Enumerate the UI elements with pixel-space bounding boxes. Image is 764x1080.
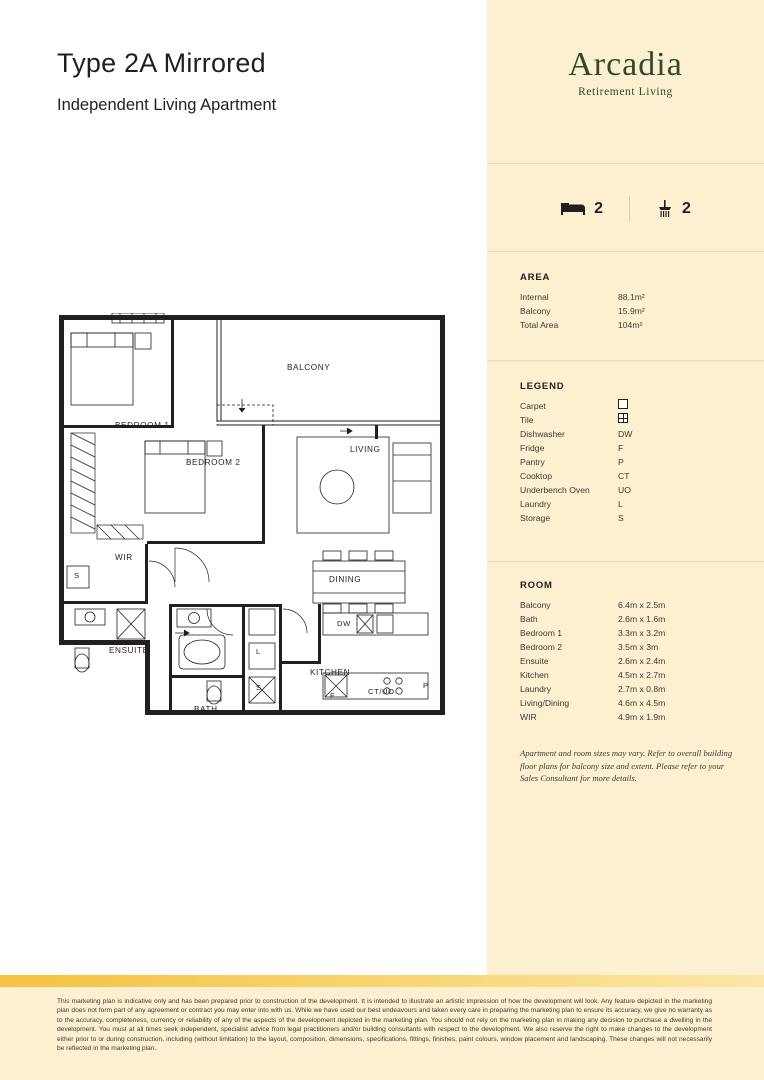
bathroom-count [656,199,691,219]
brand-name: Arcadia [568,46,683,83]
legend-row [520,441,740,455]
label-bath: BATH [194,705,218,714]
room-row [520,668,740,682]
bed-icon [560,200,586,218]
legend-row [520,455,740,469]
footer [0,975,764,1080]
room-value: 3.5m x 3m [618,642,659,652]
room-row [520,612,740,626]
label-storage-2: S [74,571,80,580]
room-label: Laundry [520,684,552,694]
label-laundry: L [256,647,261,656]
label-kitchen: KITCHEN [310,668,351,677]
disclaimer-text: This marketing plan is indicative only and has been prepared prior to construction of the development. It is intended to illustrate an artistic impression of how the development will look. Any feature depicted in the marketing plan does not form part of any agreement or contract you may enter into with us. While we have used our best endeavours and taken every care in preparing the marketing plan to ensure its accuracy, we give no warranty as to the accuracy, completeness, currency or reliability of any of the aspects of the development depicted in the marketing plan. You should not rely on the marketing plan in making any decision to purchase a dwelling in the development. You must at all times seek independent, specialist advice from legal practitioners and/or building consultants with respect to the development. We also reserve the right to make changes to the development either prior to or during construction, including (without limitation) to the layout, composition, dimensions, specifications, fittings, finishes, paint colours, window placement and landscaping. These changes will not necessarily be reflected in the marketing plan. [57,998,712,1053]
room-row [520,710,740,724]
label-bedroom2: BEDROOM 2 [186,458,241,467]
room-row [520,598,740,612]
legend-value: S [618,513,624,523]
area-value: 88.1m² [618,292,645,302]
footer-accent-bar [0,975,764,987]
counts-divider [629,196,630,222]
legend-section [520,381,740,525]
room-section [520,580,740,724]
legend-value: CT [618,471,630,481]
legend-label: Tile [520,415,534,425]
room-label: Living/Dining [520,698,570,708]
legend-label: Fridge [520,443,545,453]
floor-plan-drawing [57,313,447,728]
area-row [520,304,740,318]
room-value: 4.5m x 2.7m [618,670,666,680]
label-pantry: P [423,681,429,690]
room-value: 4.6m x 4.5m [618,698,666,708]
area-row [520,290,740,304]
floor-plan [57,313,447,728]
legend-value: F [618,443,624,453]
legend-label: Carpet [520,401,546,411]
room-label: Bedroom 2 [520,642,563,652]
room-label: Ensuite [520,656,549,666]
label-living: LIVING [350,445,381,454]
divider-2 [487,251,764,252]
legend-label: Underbench Oven [520,485,590,495]
label-dining: DINING [329,575,362,584]
legend-row [520,399,740,413]
room-value: 3.3m x 3.2m [618,628,666,638]
legend-value: L [618,499,623,509]
room-row [520,682,740,696]
label-bedroom1: BEDROOM 1 [115,421,170,430]
legend-row [520,427,740,441]
bedroom-count-value: 2 [594,200,603,217]
bathroom-count-value: 2 [682,200,691,217]
room-row [520,654,740,668]
brand-tagline: Retirement Living [578,86,673,98]
legend-row [520,497,740,511]
label-fridge: F [330,691,336,700]
area-value: 15.9m² [618,306,645,316]
room-label: WIR [520,712,537,722]
area-value: 104m² [618,320,643,330]
legend-row [520,413,740,427]
legend-label: Pantry [520,457,545,467]
room-row [520,640,740,654]
room-value: 2.6m x 1.6m [618,614,666,624]
room-label: Bath [520,614,538,624]
legend-swatch-carpet [618,399,648,413]
legend-value: UO [618,485,631,495]
room-row [520,696,740,710]
label-cooktop-oven: CT/UO [368,687,395,696]
legend-row [520,483,740,497]
shower-icon [656,199,674,219]
divider-3 [487,360,764,361]
page-title: Type 2A Mirrored [57,48,266,78]
tile-swatch-icon [618,413,628,423]
info-panel [487,0,764,975]
legend-swatch-tile [618,413,648,427]
room-row [520,626,740,640]
legend-label: Storage [520,513,551,523]
room-value: 2.7m x 0.8m [618,684,666,694]
label-balcony: BALCONY [287,363,331,372]
area-row [520,318,740,332]
legend-row [520,511,740,525]
room-value: 2.6m x 2.4m [618,656,666,666]
carpet-swatch-icon [618,399,628,409]
area-label: Balcony [520,306,551,316]
area-title: AREA [520,272,551,283]
room-label: Balcony [520,600,551,610]
divider-4 [487,561,764,562]
label-storage-1: S [256,683,262,692]
room-value: 4.9m x 1.9m [618,712,666,722]
legend-title: LEGEND [520,381,565,392]
label-dishwasher: DW [337,619,351,628]
brand-logo [487,48,764,98]
bedroom-count [560,200,603,218]
room-title: ROOM [520,580,553,591]
legend-value: DW [618,429,633,439]
label-ensuite: ENSUITE [109,646,149,655]
legend-row [520,469,740,483]
room-label: Kitchen [520,670,549,680]
legend-label: Laundry [520,499,552,509]
page-subtitle: Independent Living Apartment [57,96,277,114]
room-counts [487,196,764,222]
sizes-note: Apartment and room sizes may vary. Refer to overall building floor plans for balcony size and extent. Please refer to your Sales Consultant for more details. [520,748,733,784]
area-label: Internal [520,292,549,302]
area-section [520,272,740,332]
area-label: Total Area [520,320,559,330]
legend-label: Cooktop [520,471,553,481]
label-wir: WIR [115,553,133,562]
legend-value: P [618,457,624,467]
divider-1 [487,163,764,164]
legend-label: Dishwasher [520,429,565,439]
room-label: Bedroom 1 [520,628,563,638]
room-value: 6.4m x 2.5m [618,600,666,610]
